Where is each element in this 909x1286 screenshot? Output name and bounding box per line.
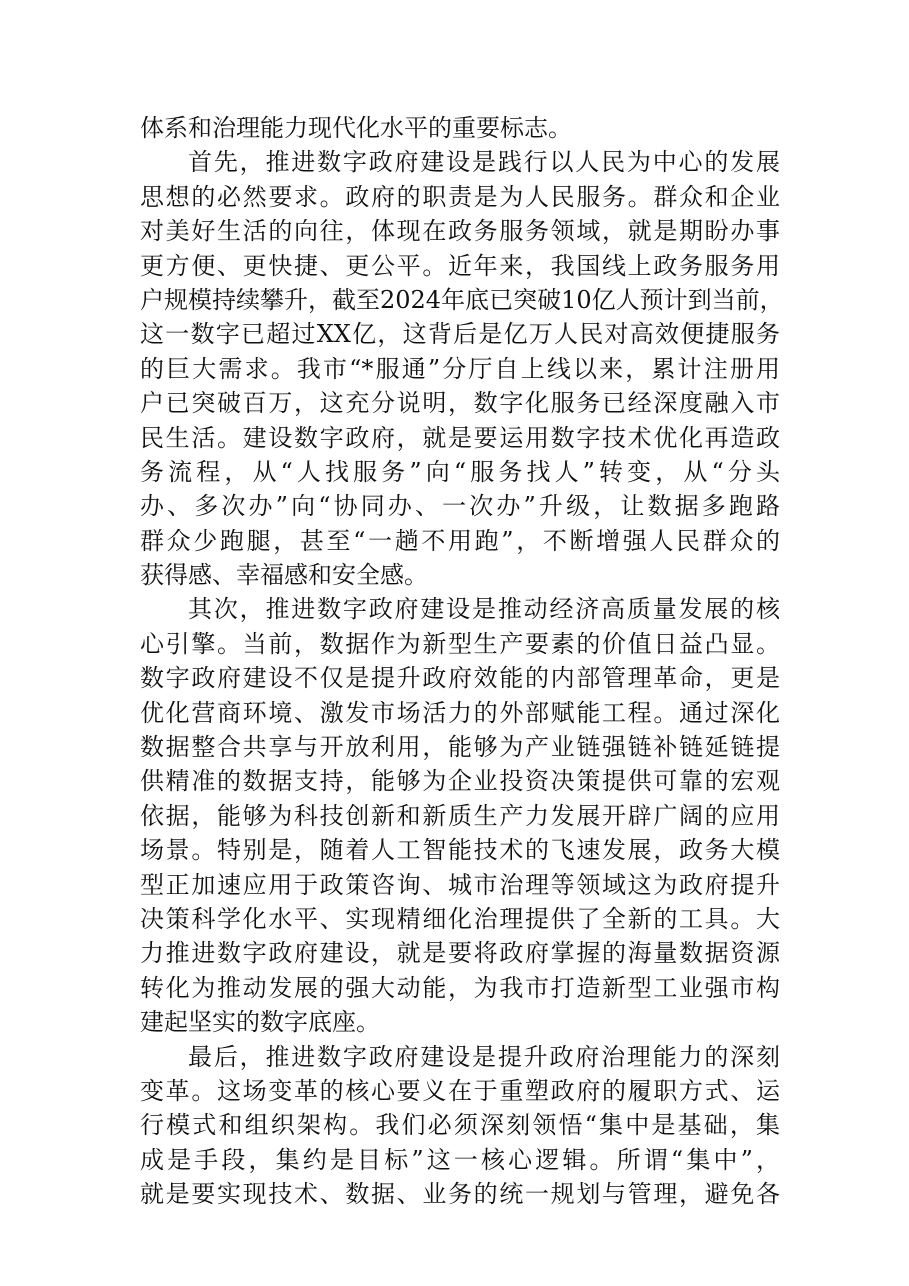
text-line: 数字政府建设不仅是提升政府效能的内部管理革命，更是: [140, 664, 780, 693]
text-line: 体系和治理能力现代化水平的重要标志。: [140, 114, 572, 142]
text-line: 建起坚实的数字底座。: [140, 1008, 380, 1037]
text-line: 办、多次办”向“协同办、一次办”升级，让数据多跑路: [140, 492, 780, 521]
text-line: 决策科学化水平、实现精细化治理提供了全新的工具。大: [140, 904, 780, 933]
text-line: 对美好生活的向往，体现在政务服务领域，就是期盼办事: [140, 217, 780, 246]
text-line: 优化营商环境、激发市场活力的外部赋能工程。通过深化: [140, 698, 780, 727]
body-text: [140, 111, 784, 1212]
text-line: 民生活。建设数字政府，就是要运用数字技术优化再造政: [140, 423, 780, 452]
text-line: 力推进数字政府建设，就是要将政府掌握的海量数据资源: [140, 939, 780, 968]
text-line: 成是手段，集约是目标”这一核心逻辑。所谓“集中”，: [140, 1145, 780, 1174]
text-line: 变革。这场变革的核心要义在于重塑政府的履职方式、运: [140, 1076, 780, 1105]
text-line: 获得感、幸福感和安全感。: [140, 561, 428, 590]
text-line: 数据整合共享与开放利用，能够为产业链强链补链延链提: [140, 733, 780, 762]
text-line: 其次，推进数字政府建设是推动经济高质量发展的核: [188, 595, 780, 624]
text-line: 首先，推进数字政府建设是践行以人民为中心的发展: [188, 148, 780, 177]
text-line: 更方便、更快捷、更公平。近年来，我国线上政务服务用: [140, 251, 780, 280]
text-line: 供精准的数据支持，能够为企业投资决策提供可靠的宏观: [140, 767, 780, 796]
text-line: 最后，推进数字政府建设是提升政府治理能力的深刻: [188, 1042, 780, 1071]
text-line: 这一数字已超过XX亿，这背后是亿万人民对高效便捷服务: [140, 320, 780, 349]
text-line: 行模式和组织架构。我们必须深刻领悟“集中是基础，集: [140, 1111, 780, 1140]
text-line: 心引擎。当前，数据作为新型生产要素的价值日益凸显。: [140, 629, 780, 658]
text-line: 场景。特别是，随着人工智能技术的飞速发展，政务大模: [140, 836, 780, 865]
text-line: 思想的必然要求。政府的职责是为人民服务。群众和企业: [140, 182, 780, 211]
text-line: 群众少跑腿，甚至“一趟不用跑”，不断增强人民群众的: [140, 526, 780, 555]
text-line: 务流程，从“人找服务”向“服务找人”转变，从“分头: [140, 457, 780, 486]
text-line: 依据，能够为科技创新和新质生产力发展开辟广阔的应用: [140, 801, 780, 830]
text-line: 户已突破百万，这充分说明，数字化服务已经深度融入市: [140, 389, 780, 418]
text-line: 就是要实现技术、数据、业务的统一规划与管理，避免各: [140, 1180, 780, 1209]
text-line: 型正加速应用于政策咨询、城市治理等领域这为政府提升: [140, 870, 780, 899]
text-line: 转化为推动发展的强大动能，为我市打造新型工业强市构: [140, 973, 780, 1002]
text-line: 户规模持续攀升，截至2024年底已突破10亿人预计到当前，: [140, 285, 784, 314]
text-line: 的巨大需求。我市“*服通”分厅自上线以来，累计注册用: [140, 354, 780, 383]
